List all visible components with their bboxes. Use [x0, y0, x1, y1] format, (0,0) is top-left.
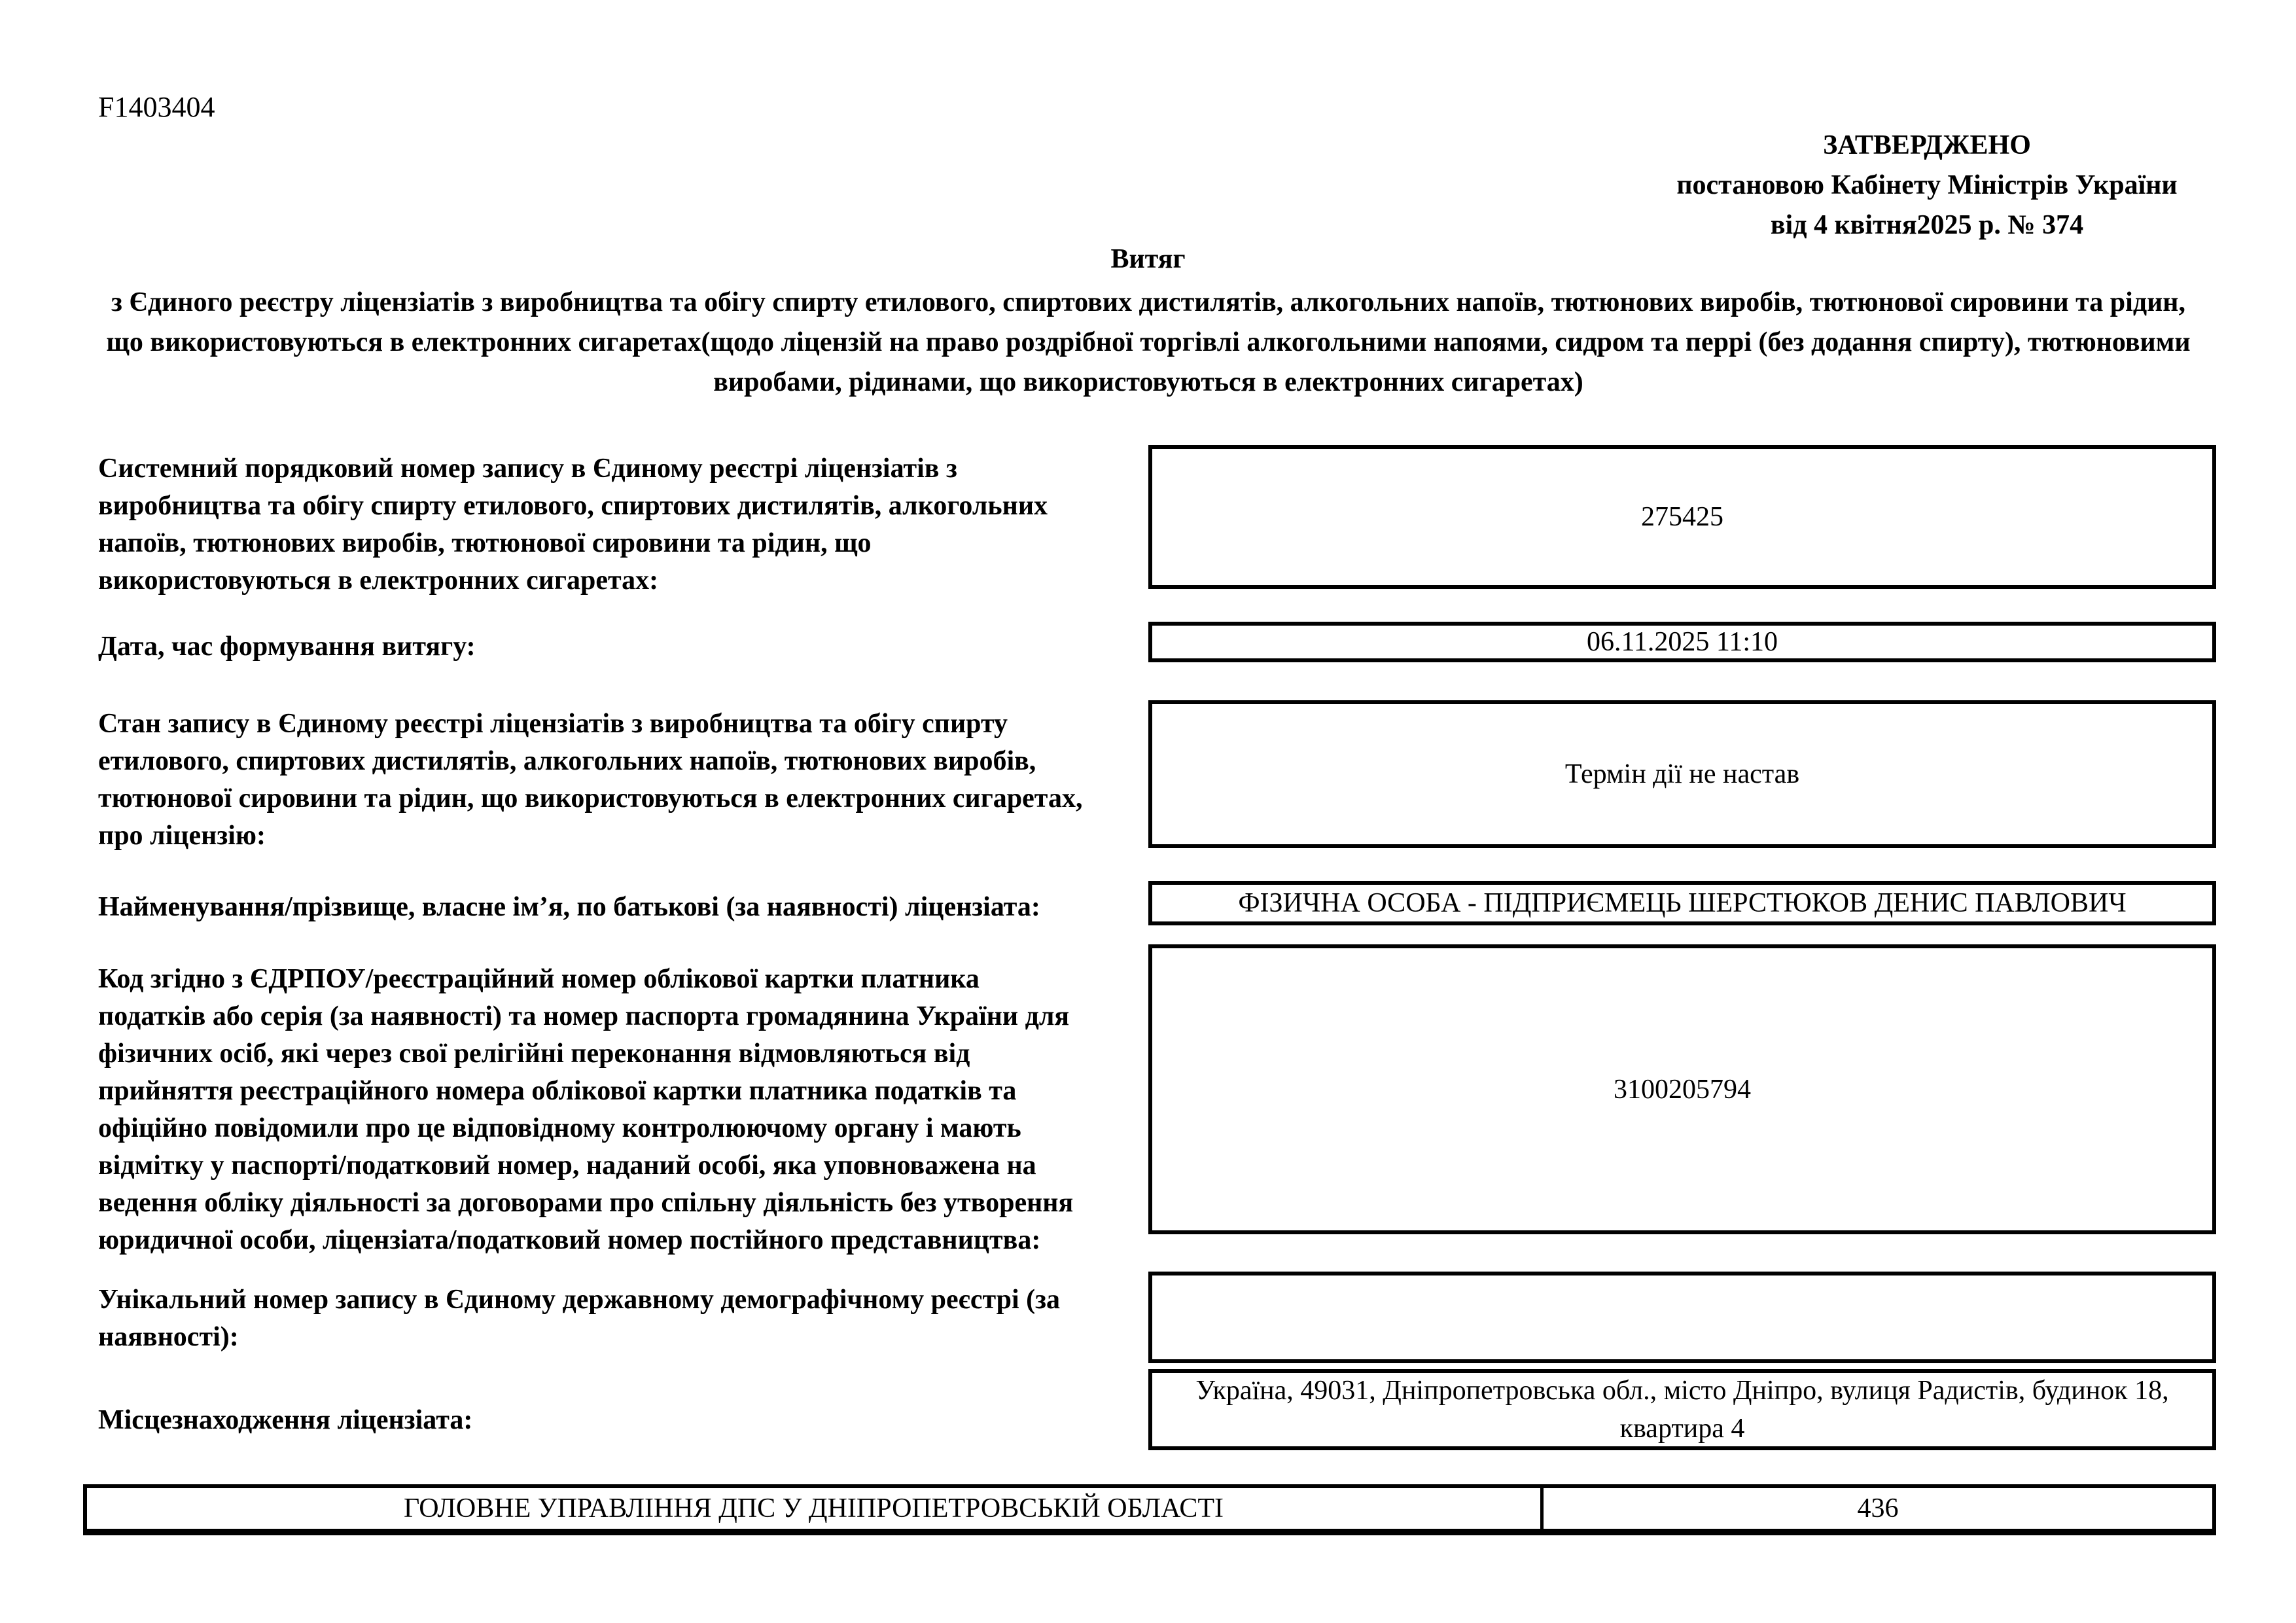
- authority-table: [83, 1484, 2216, 1535]
- field-value-extract-datetime: [1148, 622, 2216, 662]
- approval-block: [1564, 126, 2290, 245]
- field-label-registry-number: Системний порядковий номер запису в Єдиному реєстрі ліцензіатів з виробництва та обігу спирту етилового, спиртових дистилятів, алкогольних напоїв, тютюнових виробів, тютюнової сировини та рідин, що використовуються в електронних сигаретах:: [98, 454, 1048, 596]
- approval-resolution: постановою Кабінету Міністрів України: [1676, 170, 2178, 200]
- authority-name-cell: [87, 1488, 1544, 1529]
- authority-name: ГОЛОВНЕ УПРАВЛІННЯ ДПС У ДНІПРОПЕТРОВСЬКІЙ ОБЛАСТІ: [403, 1493, 1224, 1524]
- form-code: F1403404: [98, 91, 215, 123]
- field-value-licensee-name: [1148, 881, 2216, 925]
- tax-code-value: 3100205794: [1614, 1074, 1751, 1105]
- field-label-licensee-address: Місцезнаходження ліцензіата:: [98, 1405, 473, 1435]
- document-subtitle: з Єдиного реєстру ліцензіатів з виробництва та обігу спирту етилового, спиртових дистилятів, алкогольних напоїв, тютюнових виробів, тютюнової сировини та рідин, що використовуються в електронних сигаретах(щодо ліцензій на право роздрібної торгівлі алкогольними напоями, сидром та перрі (без додання спирту), тютюновими виробами, рідинами, що використовуються в електронних сигаретах): [106, 287, 2191, 397]
- licensee-address-value: Україна, 49031, Дніпропетровська обл., місто Дніпро, вулиця Радистів, будинок 18, квартира 4: [1195, 1376, 2169, 1444]
- document-title: Витяг: [1110, 244, 1186, 274]
- field-label-licensee-name: Найменування/прізвище, власне ім’я, по батькові (за наявності) ліцензіата:: [98, 892, 1040, 922]
- field-value-tax-code: [1148, 944, 2216, 1234]
- authority-code: 436: [1857, 1493, 1899, 1524]
- field-label-record-status: Стан запису в Єдиному реєстрі ліцензіатів з виробництва та обігу спирту етилового, спиртових дистилятів, алкогольних напоїв, тютюнових виробів, тютюнової сировини та рідин, що використовуються в електронних сигаретах, про ліцензію:: [98, 709, 1083, 851]
- registry-number-value: 275425: [1641, 502, 1723, 532]
- extract-datetime-value: 06.11.2025 11:10: [1586, 627, 1778, 657]
- field-value-demographic-registry-number: [1148, 1272, 2216, 1363]
- field-value-registry-number: [1148, 445, 2216, 589]
- field-label-extract-datetime: Дата, час формування витягу:: [98, 632, 476, 662]
- approval-heading: ЗАТВЕРДЖЕНО: [1823, 130, 2031, 160]
- approval-date-number: від 4 квітня2025 р. № 374: [1770, 210, 2084, 240]
- field-value-licensee-address: [1148, 1369, 2216, 1450]
- field-label-tax-code: Код згідно з ЄДРПОУ/реєстраційний номер облікової картки платника податків або серія (за наявності) та номер паспорта громадянина України для фізичних осіб, які через свої релігійні переконання відмовляються від прийняття реєстраційного номера облікової картки платника податків та офіційно повідомили про це відповідному контролюючому органу і мають відмітку у паспорті/податковий номер, наданий особі, яка уповноважена на ведення обліку діяльності за договорами про спільну діяльність без утворення юридичної особи, ліцензіата/податковий номер постійного представництва:: [98, 964, 1074, 1255]
- licensee-name-value: ФІЗИЧНА ОСОБА - ПІДПРИЄМЕЦЬ ШЕРСТЮКОВ ДЕНИС ПАВЛОВИЧ: [1238, 888, 2127, 918]
- field-value-record-status: [1148, 700, 2216, 848]
- record-status-value: Термін дії не настав: [1564, 759, 1800, 789]
- authority-code-cell: [1544, 1488, 2212, 1529]
- field-label-demographic-registry-number: Унікальний номер запису в Єдиному державному демографічному реєстрі (за наявності):: [98, 1285, 1060, 1352]
